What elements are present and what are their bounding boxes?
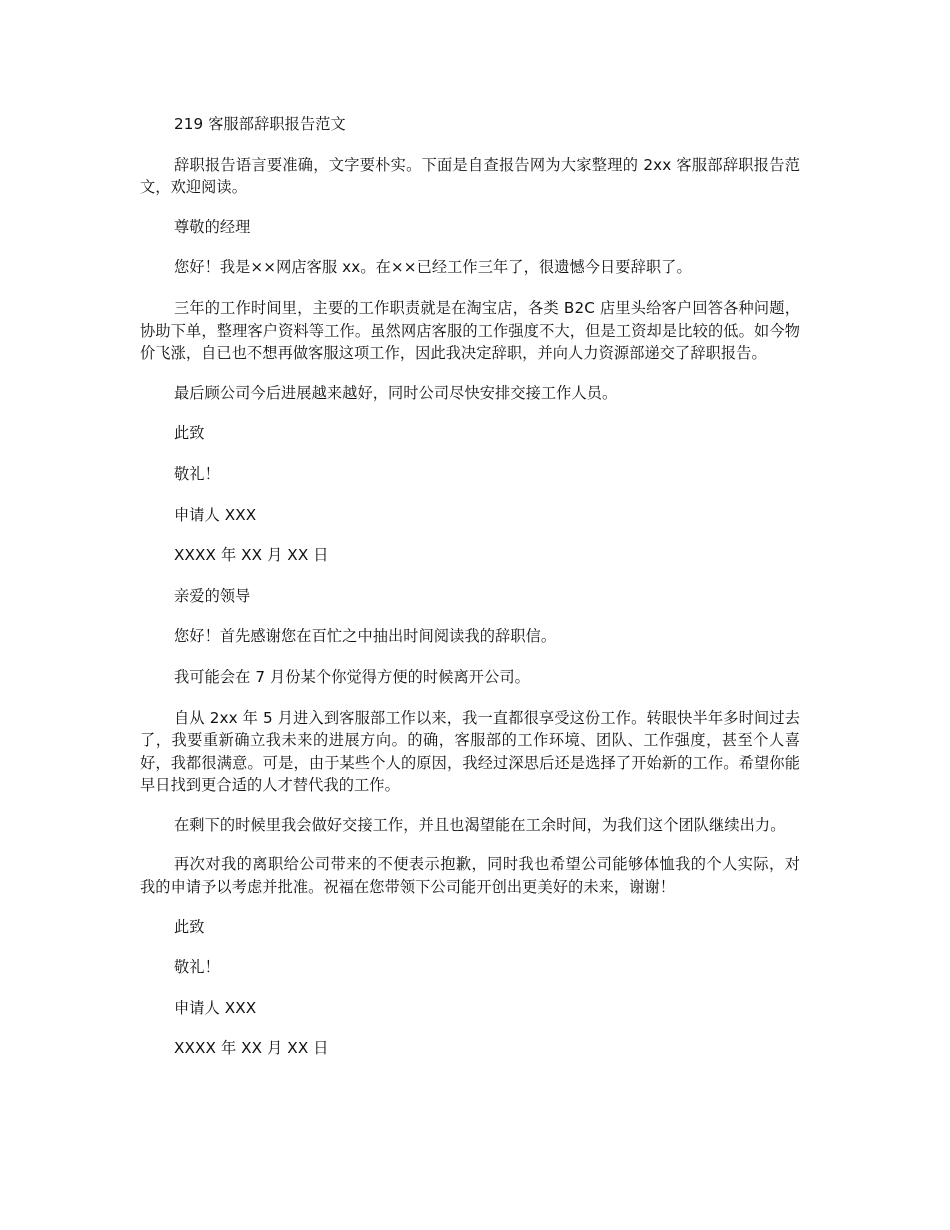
date-2: XXXX 年 XX 月 XX 日 bbox=[174, 1039, 329, 1058]
regards-1: 敬礼！ bbox=[174, 464, 220, 483]
greeting-1: 您好！我是××网店客服 xx。在××已经工作三年了，很遗憾今日要辞职了。 bbox=[174, 258, 692, 277]
intro-paragraph: 辞职报告语言要准确，文字要朴实。下面是自查报告网为大家整理的 2xx 客服部辞职报告范文，欢迎阅读。 bbox=[140, 155, 800, 197]
closing-wish-1: 最后顾公司今后进展越来越好，同时公司尽快安排交接工作人员。 bbox=[174, 383, 618, 402]
applicant-2: 申请人 XXX bbox=[174, 998, 257, 1017]
body-paragraph-1: 三年的工作时间里，主要的工作职责就是在淘宝店，各类 B2C 店里头给客户回答各种问题，协助下单，整理客户资料等工作。虽然网店客服的工作强度不大，但是工资却是比较的低。如今物价飞涨，自已也不想再做客服这项工作，因此我决定辞职，并向人力资源部递交了辞职报告。 bbox=[140, 298, 800, 363]
applicant-1: 申请人 XXX bbox=[174, 505, 257, 524]
salutation-1: 尊敬的经理 bbox=[174, 217, 251, 236]
body-paragraph-4: 再次对我的离职给公司带来的不便表示抱歉，同时我也希望公司能够体恤我的个人实际，对我的申请予以考虑并批准。祝福在您带领下公司能开创出更美好的未来，谢谢！ bbox=[140, 855, 800, 897]
document-body bbox=[140, 113, 800, 1078]
salutation-2: 亲爱的领导 bbox=[174, 586, 251, 605]
body-paragraph-2: 自从 2xx 年 5 月进入到客服部工作以来，我一直都很享受这份工作。转眼快半年多时间过去了，我要重新确立我未来的进展方向。的确，客服部的工作环境、团队、工作强度，甚至个人喜好，我都很满意。可是，由于某些个人的原因，我经过深思后还是选择了开始新的工作。希望你能早日找到更合适的人才替代我的工作。 bbox=[140, 708, 800, 795]
body-paragraph-3: 在剩下的时候里我会做好交接工作，并且也渴望能在工余时间，为我们这个团队继续出力。 bbox=[174, 815, 786, 834]
regards-2: 敬礼！ bbox=[174, 958, 220, 977]
leave-date-paragraph: 我可能会在 7 月份某个你觉得方便的时候离开公司。 bbox=[174, 667, 530, 686]
closing-phrase-1: 此致 bbox=[174, 424, 205, 443]
greeting-2: 您好！首先感谢您在百忙之中抽出时间阅读我的辞职信。 bbox=[174, 627, 557, 646]
closing-phrase-2: 此致 bbox=[174, 917, 205, 936]
document-title: 219 客服部辞职报告范文 bbox=[174, 115, 346, 133]
date-1: XXXX 年 XX 月 XX 日 bbox=[174, 546, 329, 565]
